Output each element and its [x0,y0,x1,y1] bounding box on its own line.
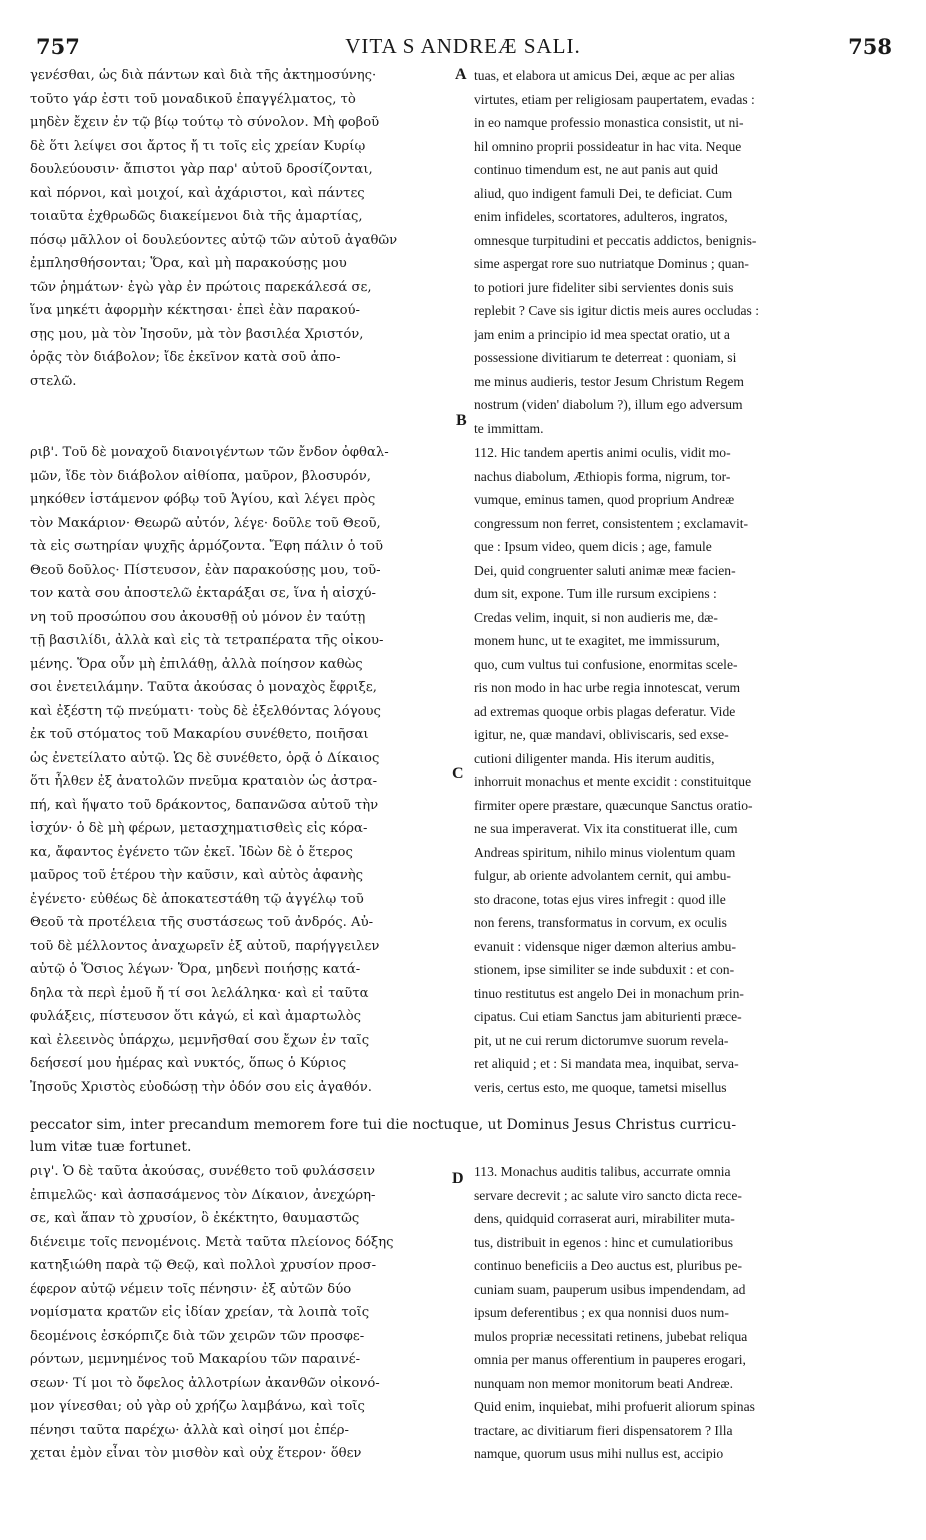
latin-text-line: possessione divitiarum te deterreat : quoniam, si [474,350,737,365]
latin-text-line: tractare, ac divitiarum fieri dispensatorem ? Illa [474,1422,733,1438]
greek-text-line: καὶ πόρνοι, καὶ μοιχοί, καὶ ἀχάριστοι, καὶ πάντες [30,185,365,201]
greek-text-line: Θεοῦ δοῦλος· Πίστευσον, ἐὰν παρακούσῃς μου, τοῦ- [30,562,381,578]
greek-column-section-3 [30,1160,470,1466]
greek-text-line: διένειμε τοῖς πενομένοις. Μετὰ ταῦτα πλείονος δόξης [30,1234,394,1250]
page-header [30,34,896,62]
greek-text-line: μηκόθεν ἱστάμενον φόβῳ τοῦ Ἁγίου, καὶ λέγει πρὸς [30,492,376,507]
latin-text-line: stionem, ipse similiter se inde subduxit : et con- [474,962,735,977]
latin-text-line: me minus audieris, testor Jesum Christum Regem [474,373,744,389]
greek-text-line: σε, καὶ ἅπαν τὸ χρυσίον, ὃ ἐκέκτητο, θαυμαστῶς [30,1211,360,1226]
greek-text-line: ἐκ τοῦ στόματος τοῦ Μακαρίου συνέθετο, ποιῆσαι [30,727,369,742]
latin-text-line: nostrum (viden' diabolum ?), illum ego adversum [474,397,743,412]
latin-text-line: dens, quidquid corraserat auri, mirabiliter muta- [474,1211,735,1226]
latin-text-line: sime aspergat rore suo nutriatque Dominus ; quan- [474,256,749,271]
latin-text-line: jam enim a principio id mea spectat oratio, ut a [474,326,730,342]
latin-text-line: Andreas spiritum, nihilo minus violentum quam [474,844,736,860]
latin-text-line: cuniam suam, pauperum usibus impendendam, ad [474,1281,746,1297]
latin-text-line: quo, cum vultus tui confusione, enormitas scele- [474,656,738,672]
greek-text-line: ριγ'. Ὁ δὲ ταῦτα ἀκούσας, συνέθετο τοῦ φυλάσσειν [30,1164,375,1179]
greek-text-line: τοιαῦτα ἐχθρωδῶς διακείμενοι διὰ τῆς ἁμαρτίας, [30,209,363,224]
greek-text-line: δὲ ὅτι λείψει σοι ἄρτος ἤ τι τοῖς εἰς χρείαν Κυρίῳ [30,138,366,154]
greek-text-line: τὰ εἰς σωτηρίαν ψυχῆς ἁρμόζοντα. Ἔφη πάλιν ὁ τοῦ [30,539,383,554]
running-title: VITA S ANDREÆ SALI. [345,34,581,58]
greek-text-line: ἰσχύν· ὁ δὲ μὴ φέρων, μετασχηματισθεὶς εἰς κόρα- [30,821,368,836]
latin-text-line: replebit ? Cave sis igitur dictis meis aures occludas : [474,303,760,318]
greek-text-line: τοῦτο γάρ ἐστι τοῦ μοναδικοῦ ἐπαγγέλματος, τὸ [30,91,356,107]
latin-text-line: Dei, quid congruenter saluti animæ meæ facien- [474,562,736,578]
latin-text-line: cutioni diligenter manda. His iterum auditis, [474,750,715,766]
greek-text-line: πόσῳ μᾶλλον οἱ δουλεύοντες αὐτῷ τῶν αὐτοῦ ἀγαθῶν [30,232,398,248]
margin-marker-b: B [456,412,467,429]
latin-text-line: peccator sim, inter precandum memorem fore tui die noctuque, ut Dominus Jesus Christus curricu- [30,1117,737,1133]
greek-text-line: ριβ'. Τοῦ δὲ μοναχοῦ διανοιγέντων τῶν ἔνδον ὀφθαλ- [30,445,389,460]
latin-text-line: que : Ipsum video, quem dicis ; age, famule [474,539,712,554]
greek-text-line: νη τοῦ προσώπου σου ἀκουσθῇ οὐ μόνον ἐν ταύτῃ [30,609,366,625]
latin-text-line: igitur, ne, quæ mandavi, obliviscaris, sed exse- [474,727,729,742]
greek-text-line: ἵνα μηκέτι ἀφορμὴν κέκτησαι· ἐπεὶ ἐὰν παρακού- [30,303,360,318]
latin-text-line: continuo beneficiis a Deo auctus est, pluribus pe- [474,1258,743,1273]
latin-text-line: fulgur, ab oriente advolantem cernit, qui ambu- [474,868,731,883]
latin-text-line: hil omnino proprii possideatur in hac vita. Neque [474,138,742,154]
greek-text-line: ὡς ἐνετείλατο αὐτῷ. Ὡς δὲ συνέθετο, ὁρᾷ ὁ Δίκαιος [30,750,380,766]
latin-text-line: veris, certus esto, me quoque, tametsi misellus [474,1079,727,1095]
greek-text-line: Θεοῦ τὰ προτέλεια τῆς συστάσεως τοῦ ἀνδρός. Αὐ- [30,915,374,930]
greek-text-line: δουλεύουσιν· ἄπιστοι γὰρ παρ' αὐτοῦ δροσίζονται, [30,162,373,177]
greek-text-line: ρόντων, μεμνημένος τοῦ Μακαρίου τῶν παραινέ- [30,1352,361,1367]
latin-text-line: tuas, et elabora ut amicus Dei, æque ac per alias [474,68,735,83]
greek-text-line: μον γίνεσθαι; οὐ γὰρ οὐ χρήζω λαμβάνω, καὶ τοῖς [30,1399,365,1414]
latin-text-line: 113. Monachus auditis talibus, accurrate omnia [474,1164,731,1179]
greek-text-line: πή, καὶ ἥψατο τοῦ δράκοντος, δαπανῶσα αὐτοῦ τὴν [30,797,379,813]
full-width-latin-continuation [30,1114,896,1158]
latin-text-line: evanuit : vidensque niger dæmon alterius ambu- [474,938,736,954]
latin-text-line: virtutes, etiam per religiosam paupertatem, evadas : [474,91,755,107]
greek-text-line: δηλα τὰ περὶ ἐμοῦ ἤ τί σοι λελάληκα· καὶ εἰ ταῦτα [30,985,369,1001]
latin-text-line: enim infideles, scortatores, adulteros, ingratos, [474,209,728,224]
greek-text-line: μαῦρος τοῦ ἑτέρου τὴν καῦσιν, καὶ αὐτὸς ἀφανὴς [30,868,364,883]
greek-text-line: ἐμπλησθήσονται; Ὅρα, καὶ μὴ παρακούσῃς μου [30,256,347,271]
latin-text-line: to potiori jure fideliter sibi servientes donis suis [474,279,734,295]
greek-text-line: κατηξιώθη παρὰ τῷ Θεῷ, καὶ πολλοὶ χρυσίον προσ- [30,1258,377,1273]
greek-text-line: νομίσματα κρατῶν εἰς ἰδίαν χρείαν, τὰ λοιπὰ τοῖς [30,1305,370,1320]
latin-text-line: namque, quorum usus mihi nullus est, accipio [474,1446,724,1461]
greek-text-line: πένησι ταῦτα παρέχω· ἀλλὰ καὶ οἰησί μοι ἐπέρ- [30,1422,349,1438]
greek-text-line: ἐγένετο· εὐθέως δὲ ἀποκατεστάθη τῷ ἀγγέλῳ τοῦ [30,891,364,907]
greek-text-line: γενέσθαι, ὡς διὰ πάντων καὶ διὰ τῆς ἀκτημοσύνης· [30,68,377,83]
latin-text-line: omnia per manus offerentium in pauperes erogari, [474,1352,746,1367]
greek-column-section-2 [30,441,470,1099]
latin-text-line: cipatus. Cui etiam Sanctus jam abiturienti præce- [474,1009,742,1024]
latin-text-line: in eo namque professio monastica consistit, ut ni- [474,115,744,130]
latin-text-line: servare decrevit ; ac salute viro sancto dicta rece- [474,1187,742,1203]
latin-text-line: Quid enim, inquiebat, mihi profuerit aliorum spinas [474,1399,755,1414]
latin-text-line: congressum non ferret, consistentem ; exclamavit- [474,515,749,531]
greek-text-line: φυλάξεις, πίστευσον ὅτι κἀγώ, εἰ καὶ ἁμαρτωλὸς [30,1009,362,1024]
margin-marker-c: C [452,765,464,782]
latin-text-line: firmiter opere præstare, quæcunque Sanctus oratio- [474,797,753,813]
greek-text-line: έφερον αὐτῷ νέμειν τοῖς πένησιν· ἐξ αὐτῶν δύο [30,1281,352,1297]
latin-text-line: non ferens, transformatus in corvum, ex oculis [474,915,727,930]
latin-text-line: ret aliquid ; et : Si mandata mea, inquibat, serva- [474,1056,739,1071]
greek-text-line: μηδὲν ἔχειν ἐν τῷ βίῳ τούτῳ τὸ σύνολον. Μὴ φοβοῦ [30,115,380,130]
greek-text-line: τὸν Μακάριον· Θεωρῶ αὐτόν, λέγε· δοῦλε τοῦ Θεοῦ, [30,515,381,531]
latin-column-section-1 [474,64,894,440]
greek-text-line: χεται ἐμὸν εἶναι τὸν μισθὸν καὶ οὐχ ἕτερον· ὅθεν [30,1446,362,1461]
latin-text-line: ris non modo in hac urbe regia innotescat, verum [474,680,741,695]
greek-text-line: τον κατὰ σου ἀποστελῶ ἐκταράξαι σε, ἵνα ἡ αἰσχύ- [30,586,376,601]
latin-text-line: tus, distribuit in egenos : hinc et cumulatioribus [474,1234,734,1250]
greek-text-line: κα, ἄφαντος ἐγένετο τῶν ἐκεῖ. Ἰδὼν δὲ ὁ ἕτερος [30,844,353,860]
latin-text-line: monem hunc, ut te exagitet, me immissurum, [474,633,720,648]
latin-text-line: 112. Hic tandem apertis animi oculis, vidit mo- [474,445,731,460]
greek-text-line: τῇ βασιλίδι, ἀλλὰ καὶ εἰς τὰ τετραπέρατα τῆς οἰκου- [30,633,384,648]
page-number-right: 758 [848,34,892,59]
greek-text-line: σεων· Τί μοι τὸ ὄφελος ἀλλοτρίων ἀκανθῶν οἰκονό- [30,1375,380,1391]
latin-text-line: nunquam non memor monitorum beati Andreæ. [474,1375,733,1391]
greek-text-line: μῶν, ἴδε τὸν διάβολον αἰθίοπα, μαῦρον, βλοσυρόν, [30,468,371,484]
latin-text-line: vumque, eminus tamen, quod proprium Andreæ [474,492,735,507]
greek-text-line: δεομένοις ἐσκόρπιζε διὰ τῶν χειρῶν τῶν προσφε- [30,1328,365,1344]
greek-text-line: καὶ ἐλεεινὸς ὑπάρχω, μεμνῆσθαί σου ἔχων ἐν ταῖς [30,1032,370,1048]
greek-text-line: τοῦ δὲ μέλλοντος ἀναχωρεῖν ἐξ αὐτοῦ, παρήγγειλεν [30,938,380,954]
latin-text-line: te immittam. [474,420,544,436]
latin-text-line: ad extremas quoque orbis plagas deferatur. Vide [474,703,736,719]
greek-column-section-1 [30,64,470,393]
latin-text-line: mulos propriæ necessitati retinens, jubebat reliqua [474,1328,748,1344]
latin-text-line: lum vitæ tuæ fortunet. [30,1139,192,1155]
greek-text-line: ὅτι ἦλθεν ἐξ ἀνατολῶν πνεῦμα κραταιὸν ὡς ἀστρα- [30,774,378,789]
greek-text-line: μένης. Ὅρα οὖν μὴ ἐπιλάθῃ, ἀλλὰ ποίησον καθὼς [30,656,363,672]
margin-marker-a: A [455,66,467,83]
page-number-left: 757 [36,34,80,59]
greek-text-line: σοι ἐνετειλάμην. Ταῦτα ἀκούσας ὁ μοναχὸς ἔφριξε, [30,680,377,695]
latin-text-line: continuo timendum est, ne aut panis aut quid [474,162,718,177]
latin-column-section-3 [474,1160,894,1466]
greek-text-line: ὁρᾷς τὸν διάβολον; ἴδε ἐκεῖνον κατὰ σοῦ ἀπο- [30,350,341,365]
greek-text-line: ἐπιμελῶς· καὶ ἀσπασάμενος τὸν Δίκαιον, ἀνεχώρη- [30,1187,376,1203]
latin-text-line: tinuo restitutus est angelo Dei in monachum prin- [474,985,744,1001]
greek-text-line: αὐτῷ ὁ Ὅσιος λέγων· Ὅρα, μηδενὶ ποιήσῃς κατά- [30,962,361,977]
latin-text-line: aliud, quo indigent famuli Dei, te deficiat. Cum [474,185,733,201]
latin-column-section-2 [474,441,894,1099]
latin-text-line: ipsum deferentibus ; ex qua nonnisi duos num- [474,1305,729,1320]
margin-marker-d: D [452,1170,464,1187]
greek-text-line: δεήσεσί μου ἡμέρας καὶ νυκτός, ὅπως ὁ Κύριος [30,1056,347,1071]
latin-text-line: omnesque turpitudini et peccatis addictos, benignis- [474,232,757,248]
latin-text-line: inhorruit monachus et mente excidit : constituitque [474,774,752,789]
latin-text-line: nachus diabolum, Æthiopis forma, nigrum, tor- [474,468,731,484]
greek-text-line: καὶ ἐξέστη τῷ πνεύματι· τοὺς δὲ ἐξελθόντας λόγους [30,703,381,719]
latin-text-line: sto dracone, totas ejus vires infregit : quod ille [474,891,726,907]
latin-text-line: Credas velim, inquit, si non audieris me, dæ- [474,609,718,625]
greek-text-line: σῃς μου, μὰ τὸν Ἰησοῦν, μὰ τὸν βασιλέα Χριστόν, [30,326,364,342]
greek-text-line: στελῶ. [30,373,77,389]
greek-text-line: τῶν ῥημάτων· ἐγὼ γὰρ ἐν πρώτοις παρεκάλεσά σε, [30,279,372,295]
latin-text-line: dum sit, expone. Tum ille rursum excipiens : [474,586,717,601]
greek-text-line: Ἰησοῦς Χριστὸς εὐοδώσῃ τὴν ὁδόν σου εἰς ἀγαθόν. [30,1079,372,1095]
latin-text-line: pit, ut ne cui rerum dictorumve suorum revela- [474,1032,729,1048]
latin-text-line: ne sua imperaverat. Vix ita constituerat ille, cum [474,821,738,836]
